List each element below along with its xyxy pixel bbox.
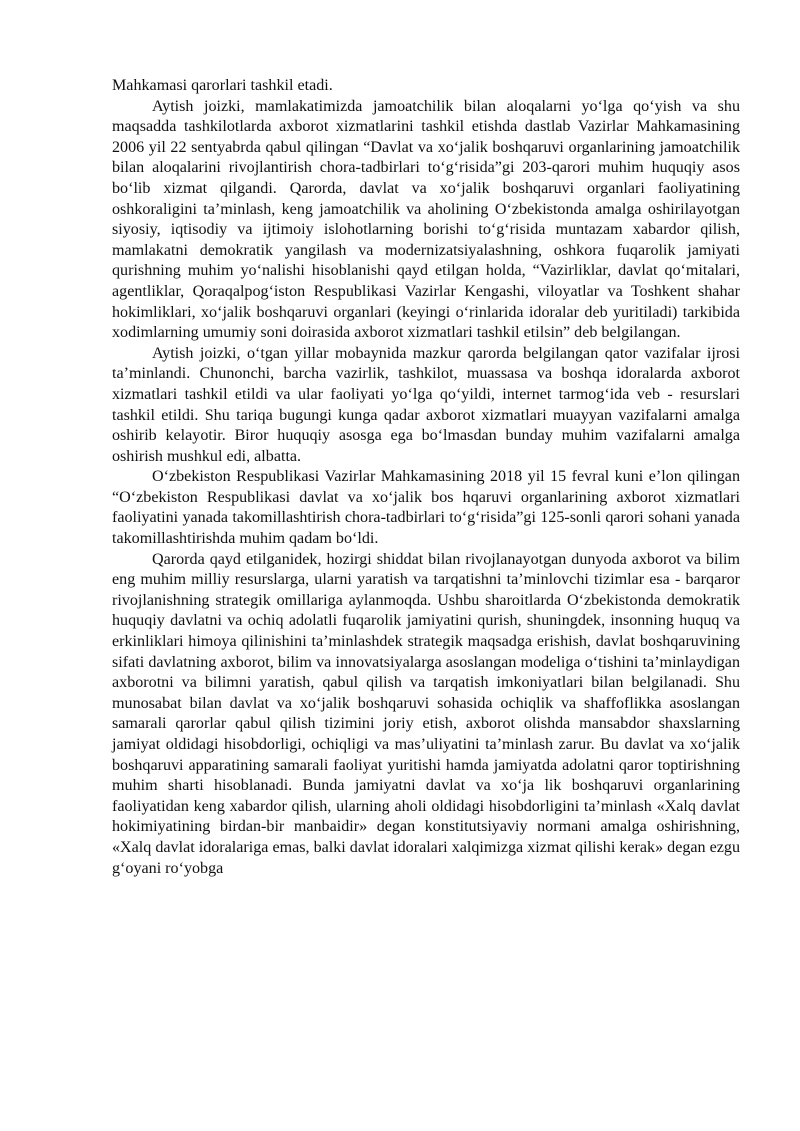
paragraph-continuation: Mahkamasi qarorlari tashkil etadi. — [112, 77, 333, 94]
document-page — [112, 76, 740, 879]
paragraph-implementation: Aytish joizki, o‘tgan yillar mobaynida mazkur qarorda belgilangan qator vazifalar ijrosi ta’minlandi. Chunonchi, barcha vazirlik, tashkilot, muassasa va boshqa idoralarda axborot xizmatlari tashkil etildi va ular faoliyati yo‘lga qo‘yildi, internet tarmog‘ida veb - resurslari tashkil etildi. Shu tariqa bugungi kunga qadar axborot xizmatlari muayyan vazifalarni amalga oshirib kelayotir. Biror huquqiy asosga ega bo‘lmasdan bunday muhim vazifalarni amalga oshirish mushkul edi, albatta. — [112, 344, 740, 465]
paragraph-information-resources: Qarorda qayd etilganidek, hozirgi shiddat bilan rivojlanayotgan dunyoda axborot va bilim eng muhim milliy resurslarga, ularni yaratish va tarqatishni ta’minlovchi tizimlar esa - barqaror rivojlanishning strategik omillariga aylanmoqda. Ushbu sharoitlarda O‘zbekistonda demokratik huquqiy davlatni va ochiq adolatli fuqarolik jamiyatini qurish, shuningdek, insonning huquq va erkinliklari himoya qilinishini ta’minlashdek strategik maqsadga erishish, davlat boshqaruvining sifati davlatning axborot, bilim va innovatsiyalarga asoslangan modeliga o‘tishini ta’minlaydigan axborotni va bilimni yaratish, qabul qilish va tarqatish imkoniyatlari bilan belgilanadi. Shu munosabat bilan davlat va xo‘jalik boshqaruvi sohasida ochiqlik va shaffoflikka asoslangan samarali qarorlar qabul qilish tizimini joriy etish, axborot olishda mansabdor shaxslarning jamiyat oldidagi hisobdorligi, ochiqligi va mas’uliyatini ta’minlash zarur. Bu davlat va xo‘jalik boshqaruvi apparatining samarali faoliyat yuritishi hamda jamiyatda adolatni qaror toptirishning muhim sharti hisoblanadi. Bunda jamiyatni davlat va xo‘ja lik boshqaruvi organlarining faoliyatidan keng xabardor qilish, ularning aholi oldidagi hisobdorligini ta’minlash «Xalq davlat hokimiyatining birdan-bir manbaidir» degan konstitutsiyaviy normani amalga oshirishning, «Xalq davlat idoralariga emas, balki davlat idoralari xalqimizga xizmat qilishi kerak» degan ezgu g‘oyani ro‘yobga — [112, 550, 740, 877]
paragraph-decree-2018: O‘zbekiston Respublikasi Vazirlar Mahkamasining 2018 yil 15 fevral kuni e’lon qilingan “O‘zbekiston Respublikasi davlat va xo‘jalik bos hqaruvi organlarining axborot xizmatlari faoliyatini yanada takomillashtirish chora-tadbirlari to‘g‘risida”gi 125-sonli qarori sohani yanada takomillashtirishda muhim qadam bo‘ldi. — [112, 468, 740, 548]
paragraph-decree-2006: Aytish joizki, mamlakatimizda jamoatchilik bilan aloqalarni yo‘lga qo‘yish va shu maqsadda tashkilotlarda axborot xizmatlarini tashkil etishda dastlab Vazirlar Mahkamasining 2006 yil 22 sentyabrda qabul qilingan “Davlat va xo‘jalik boshqaruvi organlarining jamoatchilik bilan aloqalarini rivojlantirish chora-tadbirlari to‘g‘risida”gi 203-qarori muhim huquqiy asos bo‘lib xizmat qilgandi. Qarorda, davlat va xo‘jalik boshqaruvi organlari faoliyatining oshkoraligini ta’minlash, keng jamoatchilik va aholining O‘zbekistonda amalga oshirilayotgan siyosiy, iqtisodiy va ijtimoiy islohotlarning borishi to‘g‘risida muntazam xabardor qilish, mamlakatni demokratik yangilash va modernizatsiyalashning, oshkora fuqarolik jamiyati qurishning muhim yo‘nalishi hisoblanishi qayd etilgan holda, “Vazirliklar, davlat qo‘mitalari, agentliklar, Qoraqalpog‘iston Respublikasi Vazirlar Kengashi, viloyatlar va Toshkent shahar hokimliklari, xo‘jalik boshqaruvi organlari (keyingi o‘rinlarida idoralar deb yuritiladi) tarkibida xodimlarning umumiy soni doirasida axborot xizmatlari tashkil etilsin” deb belgilangan. — [112, 97, 740, 342]
